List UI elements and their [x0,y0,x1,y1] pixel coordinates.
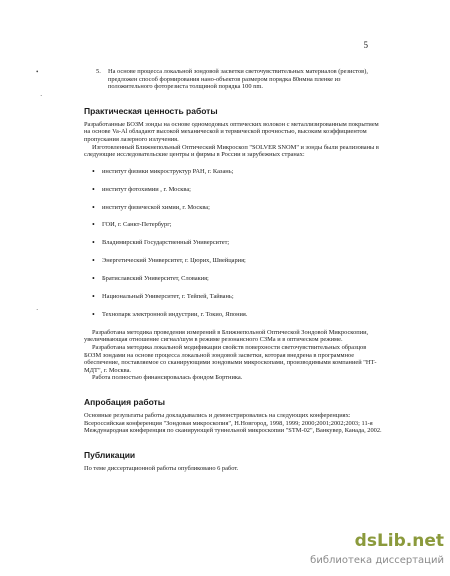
bullet-icon: • [92,184,95,194]
item-number: 5. [96,68,101,75]
institution-list [84,168,384,319]
bullet-icon: • [92,220,95,230]
list-item [92,186,384,194]
logo-text: dsLib.net [354,531,444,551]
list-item-text: институт физики микроструктур РАН, г. Казань; [102,167,234,175]
list-item [92,239,384,247]
list-item-text: Братиславский Университет, Словакия; [102,275,209,283]
logo-caption: библиотека диссертаций [310,555,444,566]
list-item-5 [84,68,384,91]
paragraph: Разработанные БОЗМ зонды на основе одномодовых оптических волокон с металлизированным покрытием на основе Va-Al обладают высокой механической и термической прочностью, высоким коэффициентом пропускания лазерного излучения. [84,120,379,143]
list-item-text: Технопарк электронной индустрии, г. Токио, Япония. [102,310,248,318]
section-title-approbation: Апробация работы [84,396,165,407]
paragraph: По теме диссертационной работы опубликовано 6 работ. [84,464,239,472]
scan-speck: • [36,68,39,76]
bullet-icon: • [92,238,95,248]
bullet-icon: • [92,256,95,266]
bullet-icon: • [92,274,95,284]
list-item-text: институт физической химии, г. Москва; [102,203,210,211]
list-item [92,293,384,301]
list-item [92,275,384,283]
list-item [92,168,384,176]
section-title-practical-value: Практическая ценность работы [84,105,218,116]
list-item [92,221,384,229]
bullet-icon: • [92,202,95,212]
paragraph: Разработана методика проведения измерений в Ближнепольной Оптической Зондовой Микроскопии, увеличивающая отношение сигнал/шум в режиме резонансного СЗМа и в оптическом режиме. [84,328,369,344]
list-item [92,257,384,265]
list-item-text: Энергетический Университет, г. Цюрих, Швейцария; [102,257,246,265]
paragraph: Разработана методика локальной модификации свойств поверхности светочувствительных образцов БОЗМ зондами на основе процесса локальной зондовой засветки, которая внедрена в программное обеспечение, поставляемое со сканирующими зондовыми микроскопами, производимыми компанией "НТ-МДТ", г. Москва. [84,343,377,374]
bullet-icon: • [92,291,95,301]
bullet-icon: • [92,309,95,319]
list-item-text: ГОИ, г. Санкт-Петербург; [102,221,172,229]
list-item-text: Владимирский Государственный Университет; [102,239,230,247]
watermark-logo [298,531,448,573]
page-number: 5 [363,40,368,50]
list-item [92,311,384,319]
paragraph: Изготовленный Ближнепольный Оптический Микроскоп "SOLVER SNOM" и зонды были реализованы в следующие исследовательские центры и фирмы в России и зарубежных странах: [84,143,379,159]
scan-speck: · [36,306,39,314]
list-item [92,204,384,212]
list-item-text: Национальный Университет, г. Тейпей, Тайвань; [102,292,234,300]
document-body [84,68,384,472]
scan-speck: · [40,92,43,100]
section-title-publications: Публикации [84,449,136,460]
paragraph: Работа полностью финансировалась фондом Бортника. [92,374,243,382]
list-item-text: институт фотохимии , г. Москва; [102,185,191,193]
bullet-icon: • [92,166,95,176]
item-text: На основе процесса локальной зондовой засветки светочувствительных материалов (резистов), предложен способ формирования нано-объектов размером порядка 80нмна пленке из положительного фоторезиста толщиной порядка 100 nm. [108,68,368,91]
paragraph: Основные результаты работы докладывались и демонстрировались на следующих конференциях: Всероссийская конференция "Зондовая микроскопия", Н.Новгород, 1998, 1999; 2000;2001;2002;2003; 11-я Международная конференция по сканирующей туннельной микроскопии "STM-02", Ванкувер, Канада, 2002. [84,411,382,435]
